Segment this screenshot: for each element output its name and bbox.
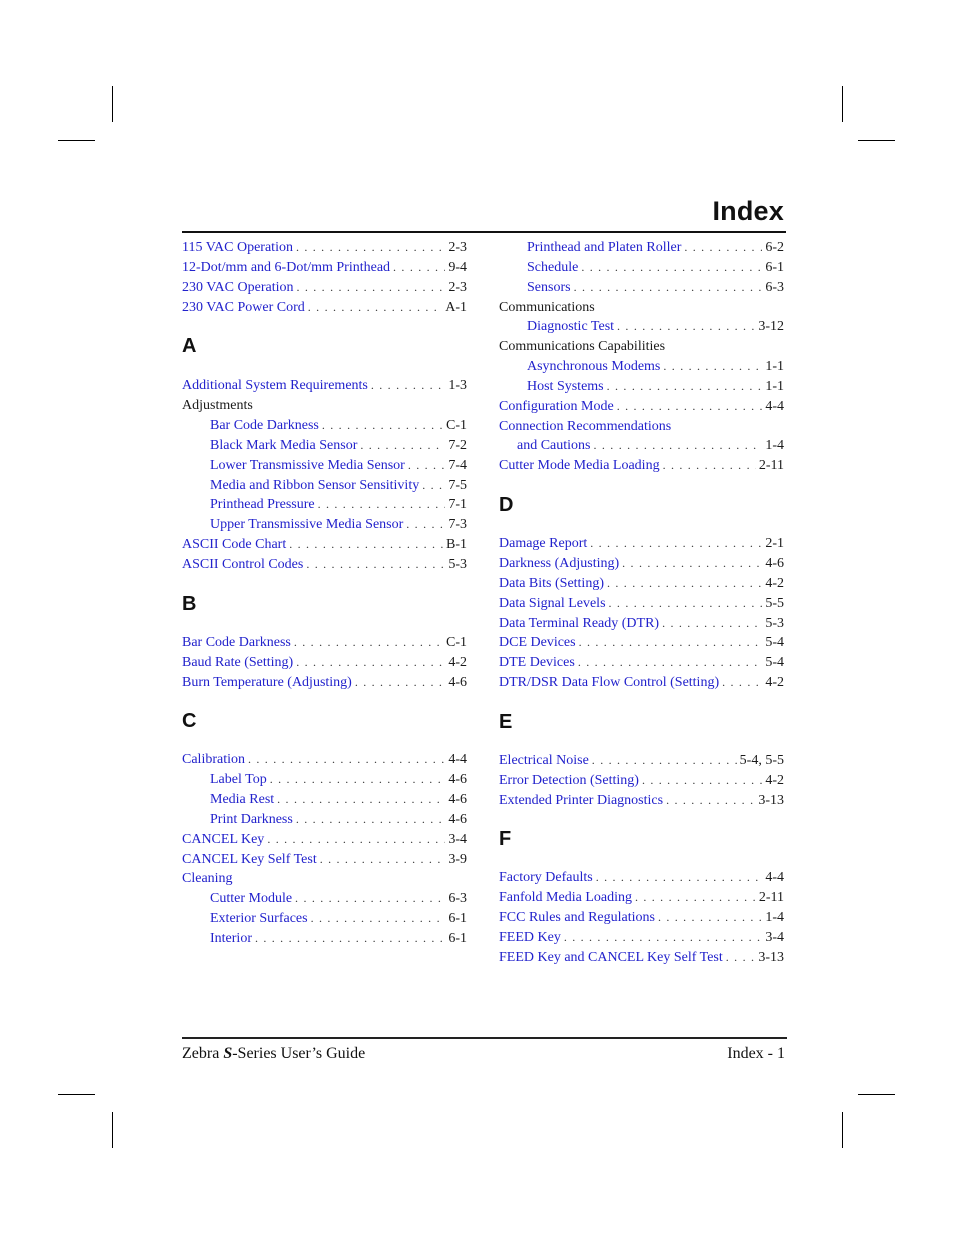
index-heading-link[interactable]: Cleaning bbox=[182, 871, 233, 887]
index-entry[interactable] bbox=[499, 594, 784, 614]
footer-suffix: -Series User’s Guide bbox=[232, 1045, 366, 1062]
leader-dots bbox=[578, 653, 763, 673]
entry-page: 1-1 bbox=[765, 378, 784, 394]
leader-dots bbox=[666, 791, 755, 811]
entry-page: C-1 bbox=[446, 634, 467, 650]
index-heading: Communications bbox=[499, 299, 595, 315]
leader-dots bbox=[726, 948, 756, 968]
crop-mark bbox=[858, 1094, 895, 1095]
index-entry[interactable] bbox=[499, 928, 784, 948]
index-entry[interactable] bbox=[182, 850, 467, 870]
index-entry[interactable] bbox=[499, 791, 784, 811]
index-subentry[interactable] bbox=[182, 929, 467, 949]
index-subentry[interactable] bbox=[182, 889, 467, 909]
entry-page: 6-1 bbox=[448, 930, 467, 946]
entry-page: 4-2 bbox=[765, 575, 784, 591]
entry-label[interactable]: Extended Printer Diagnostics bbox=[499, 792, 664, 808]
index-subentry[interactable] bbox=[182, 495, 467, 515]
footer-series-letter: S bbox=[223, 1045, 233, 1062]
entry-page: C-1 bbox=[446, 418, 467, 434]
entry-page: 3-13 bbox=[758, 949, 784, 965]
footer-rule bbox=[182, 1037, 787, 1039]
page-title: Index bbox=[712, 196, 784, 226]
entry-label[interactable]: Fanfold Media Loading bbox=[499, 890, 632, 906]
section-letter-e: E bbox=[499, 710, 513, 733]
leader-dots bbox=[289, 535, 443, 555]
entry-page: B-1 bbox=[446, 537, 467, 553]
leader-dots bbox=[318, 495, 446, 515]
entry-label[interactable]: Host Systems bbox=[527, 378, 604, 394]
index-subentry[interactable] bbox=[182, 436, 467, 456]
entry-label[interactable]: Data Signal Levels bbox=[499, 595, 606, 611]
index-subentry[interactable] bbox=[499, 377, 784, 397]
crop-mark bbox=[58, 1094, 95, 1095]
section-letter-a: A bbox=[182, 335, 197, 358]
entry-page: 2-1 bbox=[765, 536, 784, 552]
entry-label[interactable]: Diagnostic Test bbox=[527, 319, 615, 335]
leader-dots bbox=[607, 377, 763, 397]
entry-label[interactable]: Lower Transmissive Media Sensor bbox=[210, 457, 405, 473]
index-entry[interactable] bbox=[182, 238, 467, 258]
title-rule bbox=[182, 231, 786, 233]
leader-dots bbox=[635, 888, 756, 908]
leader-dots bbox=[296, 810, 446, 830]
entry-label[interactable]: 230 VAC Power Cord bbox=[182, 299, 305, 315]
entry-label[interactable]: Media and Ribbon Sensor Sensitivity bbox=[210, 477, 420, 493]
index-entry[interactable] bbox=[499, 888, 784, 908]
index-entry[interactable] bbox=[499, 633, 784, 653]
numeric-entries bbox=[182, 238, 467, 317]
leader-dots bbox=[564, 928, 763, 948]
entry-label[interactable]: ASCII Control Codes bbox=[182, 556, 304, 572]
index-subentry[interactable] bbox=[182, 790, 467, 810]
index-subentry[interactable] bbox=[499, 238, 784, 258]
leader-dots bbox=[406, 515, 445, 535]
index-entry[interactable] bbox=[499, 653, 784, 673]
index-entry[interactable] bbox=[182, 555, 467, 575]
entry-page: 2-11 bbox=[758, 458, 784, 474]
entry-label[interactable]: Data Terminal Ready (DTR) bbox=[499, 615, 660, 631]
index-entry[interactable] bbox=[182, 830, 467, 850]
leader-dots bbox=[579, 633, 763, 653]
entry-page: 5-4, 5-5 bbox=[739, 752, 784, 768]
index-entry[interactable] bbox=[499, 771, 784, 791]
index-column-right bbox=[499, 238, 784, 968]
index-entry[interactable] bbox=[499, 673, 784, 693]
crop-mark bbox=[842, 1112, 843, 1148]
leader-dots bbox=[581, 258, 762, 278]
index-subentry[interactable] bbox=[182, 909, 467, 929]
index-subentry[interactable] bbox=[182, 456, 467, 476]
leader-dots bbox=[320, 850, 446, 870]
entry-label[interactable]: Data Bits (Setting) bbox=[499, 575, 604, 591]
crop-mark bbox=[112, 1112, 113, 1148]
index-entry[interactable] bbox=[499, 456, 784, 476]
index-heading: Adjustments bbox=[182, 398, 253, 414]
entry-page: 1-4 bbox=[765, 438, 784, 454]
entry-label[interactable]: Cutter Mode Media Loading bbox=[499, 458, 660, 474]
entry-page: 1-4 bbox=[765, 910, 784, 926]
index-entry[interactable] bbox=[499, 397, 784, 417]
entry-page: 4-4 bbox=[765, 870, 784, 886]
entry-page: 9-4 bbox=[448, 259, 467, 275]
index-subentry[interactable] bbox=[499, 317, 784, 337]
leader-dots bbox=[617, 317, 755, 337]
leader-dots bbox=[294, 633, 443, 653]
entry-label[interactable]: Burn Temperature (Adjusting) bbox=[182, 674, 352, 690]
leader-dots bbox=[311, 909, 446, 929]
footer-guide-title bbox=[182, 1045, 365, 1063]
entry-page: 6-2 bbox=[765, 240, 784, 255]
index-subentry[interactable] bbox=[182, 416, 467, 436]
leader-dots bbox=[607, 574, 762, 594]
leader-dots bbox=[295, 889, 445, 909]
entry-label[interactable]: Media Rest bbox=[210, 792, 275, 808]
entry-page: 6-3 bbox=[765, 279, 784, 295]
entry-page: 5-3 bbox=[765, 615, 784, 631]
entry-label[interactable]: Additional System Requirements bbox=[182, 378, 368, 394]
index-entry[interactable] bbox=[499, 534, 784, 554]
crop-mark bbox=[858, 140, 895, 141]
entry-page: 2-3 bbox=[448, 279, 467, 295]
entry-label[interactable]: DCE Devices bbox=[499, 635, 576, 651]
entry-page: 4-2 bbox=[765, 675, 784, 691]
index-subentry[interactable] bbox=[182, 810, 467, 830]
entry-label[interactable]: Damage Report bbox=[499, 536, 588, 552]
entry-label[interactable]: FCC Rules and Regulations bbox=[499, 910, 655, 926]
index-entry[interactable] bbox=[499, 908, 784, 928]
leader-dots bbox=[594, 436, 763, 456]
leader-dots bbox=[270, 770, 446, 790]
index-column-left bbox=[182, 238, 467, 949]
leader-dots bbox=[663, 456, 756, 476]
entry-page: 5-3 bbox=[448, 556, 467, 572]
index-entry[interactable] bbox=[182, 653, 467, 673]
entry-label[interactable]: CANCEL Key bbox=[182, 831, 265, 847]
entry-label[interactable]: Printhead and Platen Roller bbox=[527, 240, 682, 255]
index-entry[interactable] bbox=[182, 633, 467, 653]
leader-dots bbox=[267, 830, 445, 850]
leader-dots bbox=[296, 278, 445, 298]
index-entry[interactable] bbox=[182, 278, 467, 298]
entry-label[interactable]: Sensors bbox=[527, 279, 571, 295]
entry-label[interactable]: Bar Code Darkness bbox=[210, 418, 319, 434]
entry-page: 3-4 bbox=[448, 831, 467, 847]
entry-page: 5-4 bbox=[765, 635, 784, 651]
crop-mark bbox=[58, 140, 95, 141]
entry-label[interactable]: Label Top bbox=[210, 772, 267, 788]
index-subentry[interactable] bbox=[182, 770, 467, 790]
leader-dots bbox=[592, 751, 737, 771]
entry-label[interactable]: FEED Key and CANCEL Key Self Test bbox=[499, 949, 723, 965]
section-letter-d: D bbox=[499, 494, 514, 517]
entry-label[interactable]: Print Darkness bbox=[210, 811, 293, 827]
leader-dots bbox=[574, 278, 763, 298]
footer-prefix: Zebra bbox=[182, 1045, 224, 1062]
index-entry-continuation[interactable] bbox=[499, 436, 784, 456]
leader-dots bbox=[255, 929, 445, 949]
entry-label[interactable]: Baud Rate (Setting) bbox=[182, 654, 294, 670]
entry-page: 7-2 bbox=[448, 437, 467, 453]
entry-label[interactable]: Schedule bbox=[527, 259, 579, 275]
leader-dots bbox=[658, 908, 762, 928]
entry-page: 3-9 bbox=[448, 851, 467, 867]
footer-page-number: Index - 1 bbox=[727, 1045, 785, 1062]
leader-dots bbox=[308, 298, 442, 318]
entry-page: 4-6 bbox=[448, 811, 467, 827]
index-entry[interactable] bbox=[499, 574, 784, 594]
entry-page: 3-4 bbox=[765, 929, 784, 945]
leader-dots bbox=[306, 555, 445, 575]
entry-label[interactable]: Error Detection (Setting) bbox=[499, 772, 639, 788]
leader-dots bbox=[371, 376, 445, 396]
entry-page: 7-5 bbox=[448, 477, 467, 493]
entry-label[interactable]: Black Mark Media Sensor bbox=[210, 437, 358, 453]
index-entry[interactable] bbox=[182, 535, 467, 555]
leader-dots bbox=[662, 614, 762, 634]
entry-page: 2-11 bbox=[758, 890, 784, 906]
leader-dots bbox=[722, 673, 762, 693]
index-heading: Communications Capabilities bbox=[499, 339, 666, 355]
entry-page: 5-5 bbox=[765, 595, 784, 611]
entry-page: 4-4 bbox=[448, 752, 467, 768]
entry-page: 7-4 bbox=[448, 457, 467, 473]
entry-page: 4-6 bbox=[448, 792, 467, 808]
index-entry[interactable] bbox=[499, 751, 784, 771]
entry-label[interactable]: FEED Key bbox=[499, 929, 561, 945]
entry-page: 4-6 bbox=[765, 555, 784, 571]
section-letter-f: F bbox=[499, 828, 512, 851]
entry-page: 7-3 bbox=[448, 517, 467, 533]
leader-dots bbox=[609, 594, 763, 614]
entry-page: 3-12 bbox=[758, 319, 784, 335]
index-entry[interactable] bbox=[499, 614, 784, 634]
entry-label[interactable]: Bar Code Darkness bbox=[182, 634, 291, 650]
leader-dots bbox=[617, 397, 763, 417]
entry-label[interactable]: Interior bbox=[210, 930, 252, 946]
leader-dots bbox=[360, 436, 445, 456]
entry-page: 7-1 bbox=[448, 497, 467, 513]
section-letter-c: C bbox=[182, 710, 197, 733]
entry-page: 1-3 bbox=[448, 378, 467, 394]
entry-label[interactable]: Electrical Noise bbox=[499, 752, 589, 768]
index-entry[interactable] bbox=[499, 868, 784, 888]
index-entry[interactable] bbox=[499, 554, 784, 574]
entry-label[interactable]: 115 VAC Operation bbox=[182, 240, 293, 255]
index-entry[interactable] bbox=[182, 750, 467, 770]
index-heading-link[interactable]: Connection Recommendations bbox=[499, 418, 672, 434]
index-subentry[interactable] bbox=[182, 476, 467, 496]
entry-page: A-1 bbox=[445, 299, 467, 315]
leader-dots bbox=[596, 868, 763, 888]
entry-page: 6-1 bbox=[765, 259, 784, 275]
leader-dots bbox=[393, 258, 445, 278]
entry-page: 4-4 bbox=[765, 398, 784, 414]
entry-page: 4-6 bbox=[448, 674, 467, 690]
entry-label[interactable]: 12-Dot/mm and 6-Dot/mm Printhead bbox=[182, 259, 391, 275]
entry-label[interactable]: Asynchronous Modems bbox=[527, 359, 661, 375]
leader-dots bbox=[590, 534, 762, 554]
index-subentry[interactable] bbox=[182, 515, 467, 535]
index-subentry[interactable] bbox=[499, 278, 784, 298]
entry-page: 3-13 bbox=[758, 792, 784, 808]
index-entry[interactable] bbox=[182, 376, 467, 396]
leader-dots bbox=[277, 790, 445, 810]
leader-dots bbox=[248, 750, 445, 770]
leader-dots bbox=[296, 653, 445, 673]
leader-dots bbox=[684, 238, 762, 258]
crop-mark bbox=[842, 86, 843, 122]
leader-dots bbox=[322, 416, 443, 436]
leader-dots bbox=[296, 238, 445, 258]
entry-label[interactable]: DTE Devices bbox=[499, 655, 575, 671]
entry-label[interactable]: DTR/DSR Data Flow Control (Setting) bbox=[499, 675, 720, 691]
entry-page: 6-1 bbox=[448, 911, 467, 927]
entry-page: 4-6 bbox=[448, 772, 467, 788]
entry-label[interactable]: Upper Transmissive Media Sensor bbox=[210, 517, 404, 533]
entry-page: 2-3 bbox=[448, 240, 467, 255]
leader-dots bbox=[355, 673, 445, 693]
crop-mark bbox=[112, 86, 113, 122]
entry-label[interactable]: Configuration Mode bbox=[499, 398, 614, 414]
entry-page: 1-1 bbox=[765, 359, 784, 375]
index-subentry[interactable] bbox=[499, 357, 784, 377]
leader-dots bbox=[622, 554, 762, 574]
leader-dots bbox=[408, 456, 446, 476]
index-subentry[interactable] bbox=[499, 258, 784, 278]
leader-dots bbox=[642, 771, 762, 791]
entry-page: 4-2 bbox=[765, 772, 784, 788]
entry-page: 6-3 bbox=[448, 891, 467, 907]
entry-label[interactable]: Calibration bbox=[182, 752, 245, 768]
entry-page: 5-4 bbox=[765, 655, 784, 671]
entry-page: 4-2 bbox=[448, 654, 467, 670]
entry-label[interactable]: Printhead Pressure bbox=[210, 497, 315, 513]
entry-label[interactable]: and Cautions bbox=[517, 438, 591, 454]
entry-label[interactable]: Factory Defaults bbox=[499, 870, 593, 886]
entry-label[interactable]: Exterior Surfaces bbox=[210, 911, 308, 927]
index-entry[interactable] bbox=[499, 948, 784, 968]
index-entry[interactable] bbox=[182, 258, 467, 278]
entry-label[interactable]: CANCEL Key Self Test bbox=[182, 851, 317, 867]
index-entry[interactable] bbox=[182, 673, 467, 693]
entry-label[interactable]: Darkness (Adjusting) bbox=[499, 555, 620, 571]
leader-dots bbox=[663, 357, 762, 377]
entry-label[interactable]: Cutter Module bbox=[210, 891, 293, 907]
entry-label[interactable]: ASCII Code Chart bbox=[182, 537, 287, 553]
leader-dots bbox=[422, 476, 445, 496]
section-letter-b: B bbox=[182, 592, 197, 615]
index-entry[interactable] bbox=[182, 298, 467, 318]
entry-label[interactable]: 230 VAC Operation bbox=[182, 279, 294, 295]
